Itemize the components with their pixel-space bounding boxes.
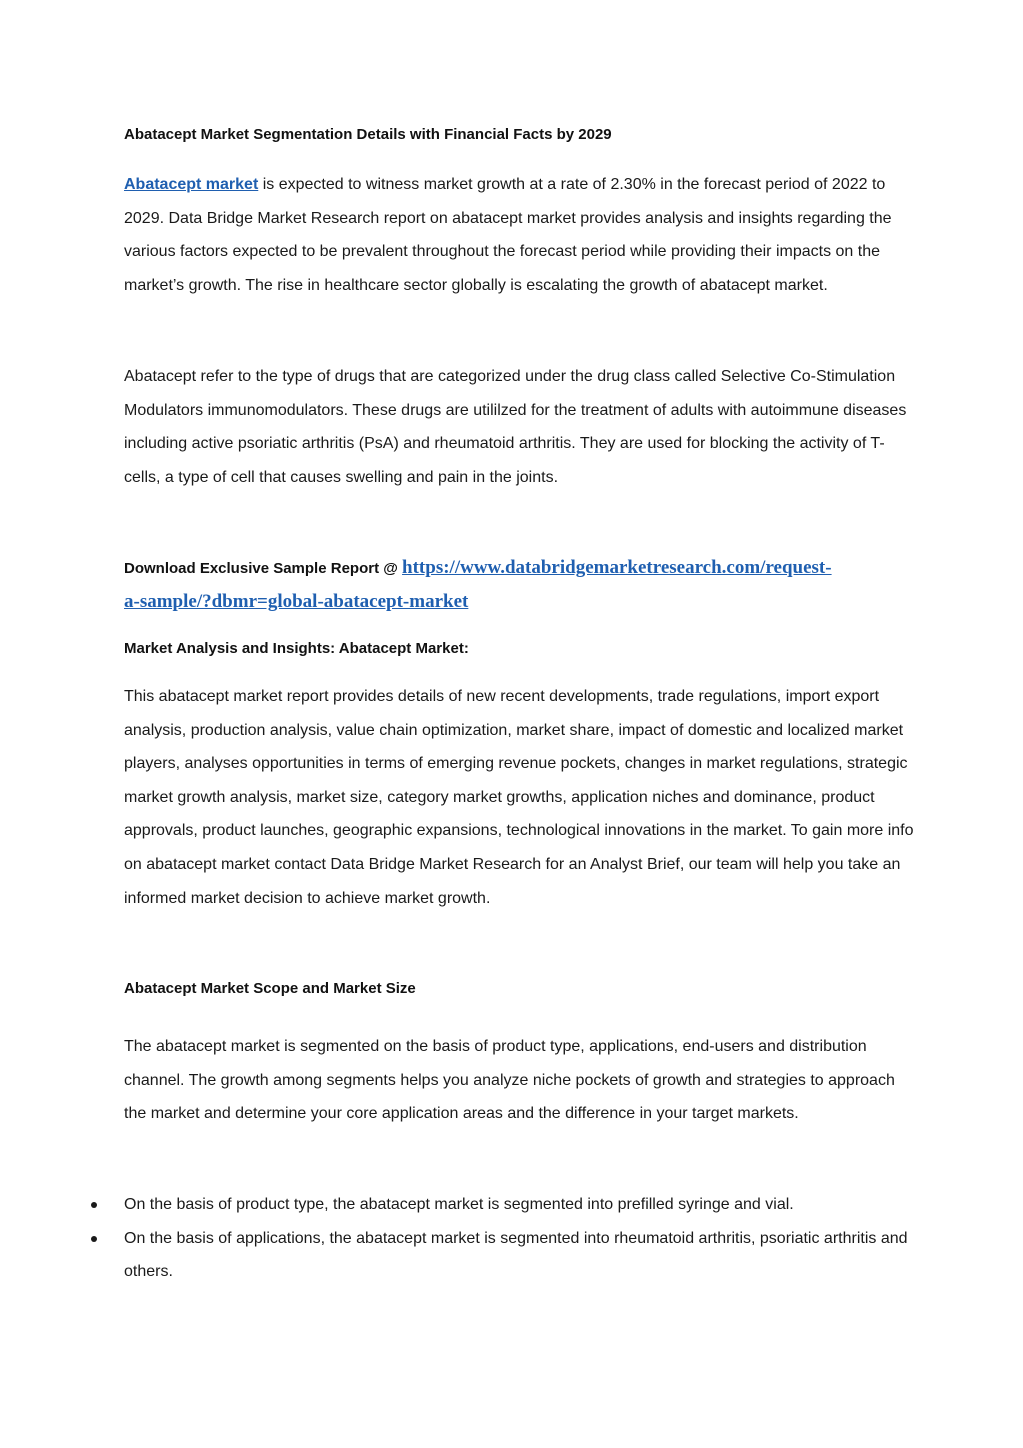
intro-paragraph xyxy=(124,168,914,302)
list-item xyxy=(0,1222,914,1289)
bullet-text: On the basis of applications, the abatacept market is segmented into rheumatoid arthritis, psoriatic arthritis and others. xyxy=(124,1229,908,1281)
bullet-icon xyxy=(91,1236,97,1242)
bullet-icon xyxy=(91,1202,97,1208)
download-sample-block xyxy=(124,551,914,619)
analysis-heading-block xyxy=(124,640,914,657)
segment-bullet-list xyxy=(0,1188,1023,1289)
scope-paragraph xyxy=(124,1030,914,1131)
abatacept-market-link[interactable]: Abatacept market xyxy=(124,176,259,193)
document-title: Abatacept Market Segmentation Details with Financial Facts by 2029 xyxy=(124,126,612,143)
download-label: Download Exclusive Sample Report @ xyxy=(124,560,403,577)
description-paragraph xyxy=(124,360,914,494)
analysis-heading: Market Analysis and Insights: Abatacept Market: xyxy=(124,640,469,657)
scope-heading: Abatacept Market Scope and Market Size xyxy=(124,980,416,997)
description-text: Abatacept refer to the type of drugs that are categorized under the drug class called Selective Co-Stimulation Modulators immunomodulators. These drugs are utililzed for the treatment of adults with autoimmune diseases including active psoriatic arthritis (PsA) and rheumatoid arthritis. They are used for blocking the activity of T-cells, a type of cell that causes swelling and pain in the joints. xyxy=(124,368,907,486)
analysis-text: This abatacept market report provides details of new recent developments, trade regulations, import export analysis, production analysis, value chain optimization, market share, impact of domestic and localized market players, analyses opportunities in terms of emerging revenue pockets, changes in market regulations, strategic market growth analysis, market size, category market growths, application niches and dominance, product approvals, product launches, geographic expansions, technological innovations in the market. To gain more info on abatacept market contact Data Bridge Market Research for an Analyst Brief, our team will help you take an informed market decision to achieve market growth. xyxy=(124,688,914,907)
scope-text: The abatacept market is segmented on the basis of product type, applications, end-users and distribution channel. The growth among segments helps you analyze niche pockets of growth and strategies to approach the market and determine your core application areas and the difference in your target markets. xyxy=(124,1038,895,1123)
list-item xyxy=(0,1188,914,1222)
analysis-paragraph xyxy=(124,680,914,915)
document-title-block xyxy=(124,126,914,143)
sample-report-link[interactable]: https://www.databridgemarketresearch.com/request- xyxy=(402,557,832,578)
sample-report-link-continued[interactable]: a-sample/?dbmr=global-abatacept-market xyxy=(124,591,469,612)
bullet-text: On the basis of product type, the abatacept market is segmented into prefilled syringe and vial. xyxy=(124,1196,794,1213)
intro-text: is expected to witness market growth at a rate of 2.30% in the forecast period of 2022 to 2029. Data Bridge Market Research report on abatacept market provides analysis and insights regarding the various factors expected to be prevalent throughout the forecast period while providing their impacts on the market’s growth. The rise in healthcare sector globally is escalating the growth of abatacept market. xyxy=(124,176,892,294)
scope-heading-block xyxy=(124,980,914,997)
